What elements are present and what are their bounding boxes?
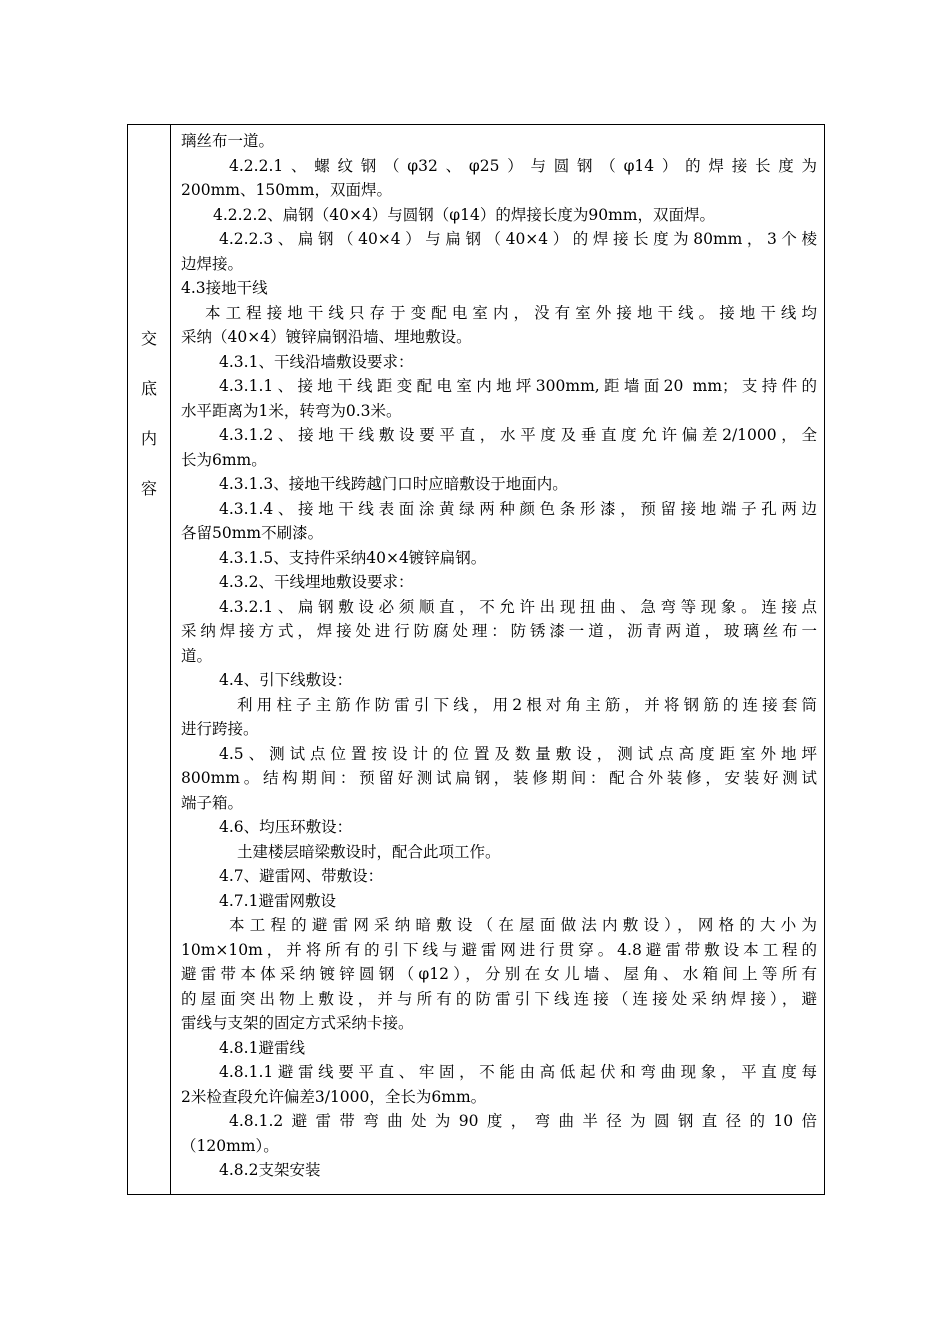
text-line: 利用柱子主筋作防雷引下线，用2根对角主筋，并将钢筋的连接套筒 bbox=[237, 695, 817, 714]
text-line: 4.8.1避雷线 bbox=[219, 1038, 305, 1057]
text-line: 4.3.1.3、接地干线跨越门口时应暗敷设于地面内。 bbox=[219, 475, 568, 493]
text-line: 进行跨接。 bbox=[181, 720, 259, 738]
content-table bbox=[127, 124, 825, 1195]
text-line: 避雷带本体采纳镀锌圆钢（φ12），分别在女儿墙、屋角、水箱间上等所有 bbox=[181, 965, 817, 983]
text-line: 边焊接。 bbox=[181, 254, 244, 273]
text-line: 4.7、避雷网、带敷设： bbox=[219, 867, 384, 885]
text-line: 4.3.1.2、接地干线敷设要平直，水平度及垂直度允许偏差2/1000，全 bbox=[219, 426, 817, 444]
text-line: 4.8.1.2避雷带弯曲处为90度，弯曲半径为圆钢直径的10倍 bbox=[229, 1112, 817, 1130]
text-line: 4.3.1.5、支持件采纳40×4镀锌扁钢。 bbox=[219, 548, 487, 567]
text-line: 长为6mm。 bbox=[181, 450, 267, 469]
text-line: 800mm。结构期间：预留好测试扁钢，装修期间：配合外装修，安装好测试 bbox=[181, 769, 817, 787]
text-line: 4.3.1.4、接地干线表面涂黄绿两种颜色条形漆，预留接地端子孔两边 bbox=[219, 499, 817, 518]
text-line: 4.7.1避雷网敷设 bbox=[219, 891, 336, 910]
text-line: 本工程的避雷网采纳暗敷设（在屋面做法内敷设），网格的大小为 bbox=[229, 916, 817, 934]
text-line: 道。 bbox=[181, 646, 213, 665]
text-line: （120mm）。 bbox=[181, 1136, 279, 1155]
text-line: 10m×10m，并将所有的引下线与避雷网进行贯穿。4.8避雷带敷设本工程的 bbox=[181, 940, 817, 959]
side-label-char: 交 bbox=[140, 329, 157, 348]
text-line: 4.2.2.1、螺纹钢（φ32、φ25）与圆钢（φ14）的焊接长度为 bbox=[229, 156, 817, 175]
text-line: 4.2.2.3、扁钢（40×4）与扁钢（40×4）的焊接长度为80mm，3个棱 bbox=[219, 230, 817, 248]
text-line: 水平距离为1米，转弯为0.3米。 bbox=[181, 401, 402, 420]
text-line: 4.8.1.1避雷线要平直、牢固，不能由高低起伏和弯曲现象，平直度每 bbox=[219, 1063, 817, 1081]
text-line: 采纳焊接方式，焊接处进行防腐处理：防锈漆一道，沥青两道，玻璃丝布一 bbox=[181, 622, 817, 640]
text-line: 雷线与支架的固定方式采纳卡接。 bbox=[181, 1014, 414, 1032]
text-line: 端子箱。 bbox=[181, 793, 244, 812]
text-line: 4.3.1.1、接地干线距变配电室内地坪300mm,距墙面20 mm；支持件的 bbox=[219, 377, 817, 395]
text-line: 4.8.2支架安装 bbox=[219, 1161, 321, 1179]
text-line: 4.4、引下线敷设： bbox=[219, 671, 353, 689]
text-line: 璃丝布一道。 bbox=[181, 132, 275, 150]
text-line: 4.2.2.2、扁钢（40×4）与圆钢（φ14）的焊接长度为90mm，双面焊。 bbox=[213, 205, 715, 224]
side-label-char: 底 bbox=[140, 379, 157, 398]
text-line: 4.3接地干线 bbox=[181, 279, 268, 297]
text-line: 4.3.2.1、扁钢敷设必须顺直，不允许出现扭曲、急弯等现象。连接点 bbox=[219, 597, 817, 616]
text-line: 土建楼层暗梁敷设时，配合此项工作。 bbox=[237, 842, 501, 861]
side-label-char: 内 bbox=[140, 429, 157, 448]
document-body-text bbox=[181, 129, 817, 1183]
text-line: 4.3.2、干线埋地敷设要求： bbox=[219, 573, 414, 591]
text-line: 4.3.1、干线沿墙敷设要求： bbox=[219, 352, 414, 371]
text-line: 本工程接地干线只存于变配电室内，没有室外接地干线。接地干线均 bbox=[205, 303, 817, 322]
text-line: 采纳（40×4）镀锌扁钢沿墙、埋地敷设。 bbox=[181, 328, 472, 346]
text-line: 各留50mm不刷漆。 bbox=[181, 524, 324, 542]
side-label-char: 容 bbox=[140, 479, 157, 498]
text-line: 4.6、均压环敷设： bbox=[219, 818, 353, 836]
text-line: 4.5、测试点位置按设计的位置及数量敷设，测试点高度距室外地坪 bbox=[219, 744, 817, 763]
text-line: 200mm、150mm，双面焊。 bbox=[181, 181, 392, 199]
text-line: 的屋面突出物上敷设，并与所有的防雷引下线连接（连接处采纳焊接），避 bbox=[181, 989, 817, 1008]
side-label-column bbox=[128, 125, 171, 1194]
text-line: 2米检查段允许偏差3/1000，全长为6mm。 bbox=[181, 1087, 487, 1106]
